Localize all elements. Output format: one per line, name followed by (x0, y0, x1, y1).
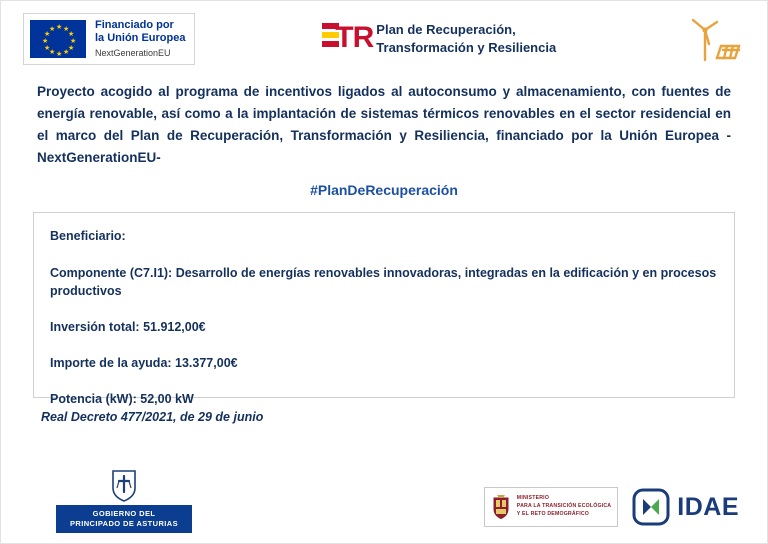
aid-amount-text: Importe de la ayuda: 13.377,00€ (50, 355, 238, 370)
idae-mark-icon (632, 488, 670, 526)
total-investment-text: Inversión total: 51.912,00€ (50, 319, 206, 334)
wind-turbine-solar-icon (683, 16, 745, 62)
idae-logo (632, 488, 739, 526)
eu-logo-line3: NextGenerationEU (95, 48, 171, 59)
ministerio-logo-text (517, 495, 611, 518)
prtr-line1: Plan de Recuperación, (376, 22, 516, 38)
footer-right-logos (484, 487, 739, 533)
prtr-mark-letters: TR (335, 21, 374, 54)
asturias-logo-text (56, 505, 192, 533)
asturias-shield-icon (109, 468, 139, 502)
hashtag-label: #PlanDeRecuperación (310, 182, 458, 199)
asturias-line1: GOBIERNO DEL (92, 508, 156, 518)
ministerio-line3: Y EL RETO DEMOGRÁFICO (516, 510, 590, 517)
beneficiary-label: Beneficiario: (50, 229, 126, 244)
asturias-government-logo (29, 468, 219, 533)
eu-funding-logo (23, 13, 195, 65)
spain-coat-of-arms-icon (491, 494, 511, 520)
prtr-line2: Transformación y Resiliencia (376, 40, 557, 55)
eu-logo-line2: la Unión Europea (95, 32, 186, 45)
ministerio-line1: MINISTERIO (516, 495, 550, 502)
prtr-logo (322, 19, 556, 59)
asturias-line2: PRINCIPADO DE ASTURIAS (70, 518, 178, 528)
document-header (1, 1, 767, 69)
power-text: Potencia (kW): 52,00 kW (50, 392, 194, 407)
component-text: Componente (C7.I1): Desarrollo de energías renovables innovadoras, integradas en la edificación y en procesos productivos (50, 265, 717, 298)
document-footer (1, 459, 767, 537)
intro-paragraph: Proyecto acogido al programa de incentivos ligados al autoconsumo y almacenamiento, con fuentes de energía renovable, así como a la implantación de sistemas térmicos renovables en el sector residencial en el marco del Plan de Recuperación, Transformación y Resiliencia, financiado por la Unión Europea -NextGenerationEU- (37, 84, 731, 165)
prtr-flag-icon (322, 19, 374, 59)
details-box (33, 212, 735, 407)
prtr-logo-text (376, 21, 556, 56)
eu-flag-icon: ★ ★ ★ ★ ★ ★ ★ ★ ★ ★ ★ ★ (30, 20, 86, 58)
eu-logo-line1: Financiado por (95, 19, 174, 32)
eu-logo-text (95, 19, 185, 59)
decree-reference: Real Decreto 477/2021, de 29 de junio (41, 410, 264, 425)
idae-wordmark: IDAE (677, 492, 739, 521)
ministerio-line2: PARA LA TRANSICIÓN ECOLÓGICA (516, 503, 612, 510)
ministerio-logo (484, 487, 618, 527)
